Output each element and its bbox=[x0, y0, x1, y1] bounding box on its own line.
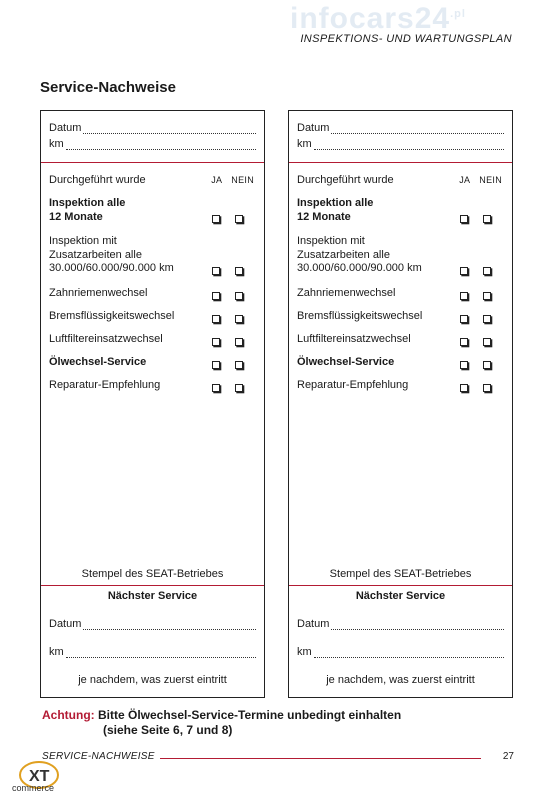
nein-checkbox[interactable] bbox=[483, 267, 491, 275]
nein-checkbox[interactable] bbox=[235, 384, 243, 392]
stamp-label: Stempel des SEAT-Betriebes bbox=[81, 568, 224, 580]
nein-label: NEIN bbox=[479, 175, 502, 185]
next-km-field[interactable] bbox=[297, 646, 504, 658]
ja-checkbox[interactable] bbox=[212, 267, 220, 275]
km-label: km bbox=[297, 138, 312, 150]
item-text: 30.000/60.000/90.000 km bbox=[49, 262, 174, 274]
footer-rule bbox=[160, 758, 481, 759]
red-divider bbox=[41, 162, 264, 163]
service-item-oil-change bbox=[297, 356, 504, 370]
footnote: je nachdem, was zuerst eintritt bbox=[78, 674, 227, 686]
service-item-brake-fluid bbox=[297, 310, 504, 324]
ja-label: JA bbox=[211, 175, 223, 185]
ja-checkbox[interactable] bbox=[460, 384, 468, 392]
watermark: $infocars24^{.pl}$ bbox=[290, 2, 466, 35]
column-header bbox=[49, 174, 256, 186]
km-field[interactable] bbox=[297, 138, 504, 150]
service-item-inspection-12m bbox=[49, 197, 256, 224]
svg-text:XT: XT bbox=[29, 768, 50, 785]
item-text: Zahnriemenwechsel bbox=[49, 287, 148, 299]
item-text: Bremsflüssigkeitswechsel bbox=[297, 310, 423, 322]
item-text: Ölwechsel-Service bbox=[297, 356, 395, 368]
item-text: 30.000/60.000/90.000 km bbox=[297, 262, 422, 274]
nein-checkbox[interactable] bbox=[483, 315, 491, 323]
item-text: Luftfiltereinsatzwechsel bbox=[297, 333, 411, 345]
footer-section: SERVICE-NACHWEISE bbox=[42, 751, 155, 762]
ja-checkbox[interactable] bbox=[212, 215, 220, 223]
next-km-label: km bbox=[49, 646, 64, 658]
performed-label: Durchgeführt wurde bbox=[297, 174, 394, 186]
nein-checkbox[interactable] bbox=[235, 215, 243, 223]
warning-text: Bitte Ölwechsel-Service-Termine unbedingt einhalten bbox=[98, 708, 402, 722]
service-item-timing-belt bbox=[49, 287, 256, 301]
nein-checkbox[interactable] bbox=[483, 384, 491, 392]
service-item-repair-recommendation bbox=[297, 379, 504, 393]
ja-checkbox[interactable] bbox=[212, 384, 220, 392]
service-item-timing-belt bbox=[297, 287, 504, 301]
item-text: 12 Monate bbox=[49, 210, 103, 223]
warning-label: Achtung: bbox=[42, 708, 95, 722]
page-number: 27 bbox=[502, 751, 514, 762]
service-item-brake-fluid bbox=[49, 310, 256, 324]
next-km-label: km bbox=[297, 646, 312, 658]
nein-checkbox[interactable] bbox=[235, 338, 243, 346]
item-text: Inspektion mit bbox=[49, 235, 117, 247]
ja-checkbox[interactable] bbox=[212, 292, 220, 300]
service-item-air-filter bbox=[49, 333, 256, 347]
header-title: INSPEKTIONS- UND WARTUNGSPLAN bbox=[300, 33, 512, 45]
km-dotted-line bbox=[66, 648, 256, 658]
next-km-field[interactable] bbox=[49, 646, 256, 658]
ja-checkbox[interactable] bbox=[460, 338, 468, 346]
item-text: Zusatzarbeiten alle bbox=[297, 248, 390, 261]
datum-label: Datum bbox=[297, 122, 330, 134]
item-text: Zusatzarbeiten alle bbox=[49, 248, 142, 261]
item-text: Zahnriemenwechsel bbox=[297, 287, 396, 299]
service-card-1 bbox=[40, 110, 265, 698]
datum-field[interactable] bbox=[49, 122, 256, 134]
next-datum-field[interactable] bbox=[49, 618, 256, 630]
datum-dotted-line bbox=[331, 620, 504, 630]
service-item-inspection-extra bbox=[49, 235, 256, 276]
service-item-air-filter bbox=[297, 333, 504, 347]
datum-field[interactable] bbox=[297, 122, 504, 134]
km-label: km bbox=[49, 138, 64, 150]
item-text: Inspektion alle bbox=[297, 197, 374, 209]
next-datum-field[interactable] bbox=[297, 618, 504, 630]
item-text: Reparatur-Empfehlung bbox=[49, 379, 161, 391]
datum-label: Datum bbox=[49, 122, 82, 134]
service-item-inspection-12m bbox=[297, 197, 504, 224]
service-item-oil-change bbox=[49, 356, 256, 370]
item-text: Inspektion mit bbox=[297, 235, 365, 247]
item-text: Reparatur-Empfehlung bbox=[297, 379, 409, 391]
km-dotted-line bbox=[314, 140, 504, 150]
logo-text: commerce bbox=[12, 783, 55, 793]
red-divider bbox=[289, 585, 512, 586]
ja-checkbox[interactable] bbox=[212, 361, 220, 369]
footnote: je nachdem, was zuerst eintritt bbox=[326, 674, 475, 686]
item-text: Bremsflüssigkeitswechsel bbox=[49, 310, 175, 322]
nein-checkbox[interactable] bbox=[235, 267, 243, 275]
item-text: Luftfiltereinsatzwechsel bbox=[49, 333, 163, 345]
datum-dotted-line bbox=[83, 124, 256, 134]
ja-label: JA bbox=[459, 175, 471, 185]
next-datum-label: Datum bbox=[49, 618, 82, 630]
datum-dotted-line bbox=[331, 124, 504, 134]
service-item-inspection-extra bbox=[297, 235, 504, 276]
ja-checkbox[interactable] bbox=[460, 361, 468, 369]
nein-checkbox[interactable] bbox=[235, 315, 243, 323]
ja-checkbox[interactable] bbox=[460, 315, 468, 323]
nein-label: NEIN bbox=[231, 175, 254, 185]
page-heading: Service-Nachweise bbox=[40, 79, 176, 96]
ja-checkbox[interactable] bbox=[460, 267, 468, 275]
performed-label: Durchgeführt wurde bbox=[49, 174, 146, 186]
red-divider bbox=[41, 585, 264, 586]
item-text: Ölwechsel-Service bbox=[49, 356, 147, 368]
next-service-title: Nächster Service bbox=[107, 590, 198, 602]
page-footer bbox=[42, 751, 514, 765]
nein-checkbox[interactable] bbox=[483, 215, 491, 223]
warning-note bbox=[42, 708, 401, 738]
datum-dotted-line bbox=[83, 620, 256, 630]
stamp-label: Stempel des SEAT-Betriebes bbox=[329, 568, 472, 580]
km-dotted-line bbox=[66, 140, 256, 150]
nein-checkbox[interactable] bbox=[483, 292, 491, 300]
nein-checkbox[interactable] bbox=[235, 361, 243, 369]
red-divider bbox=[289, 162, 512, 163]
nein-checkbox[interactable] bbox=[235, 292, 243, 300]
column-header bbox=[297, 174, 504, 186]
item-text: Inspektion alle bbox=[49, 197, 126, 209]
warning-reference: (siehe Seite 6, 7 und 8) bbox=[103, 723, 233, 737]
item-text: 12 Monate bbox=[297, 210, 351, 223]
service-item-repair-recommendation bbox=[49, 379, 256, 393]
next-service-title: Nächster Service bbox=[355, 590, 446, 602]
ja-checkbox[interactable] bbox=[460, 292, 468, 300]
ja-checkbox[interactable] bbox=[212, 338, 220, 346]
km-dotted-line bbox=[314, 648, 504, 658]
next-datum-label: Datum bbox=[297, 618, 330, 630]
ja-checkbox[interactable] bbox=[212, 315, 220, 323]
ja-checkbox[interactable] bbox=[460, 215, 468, 223]
nein-checkbox[interactable] bbox=[483, 338, 491, 346]
nein-checkbox[interactable] bbox=[483, 361, 491, 369]
km-field[interactable] bbox=[49, 138, 256, 150]
service-card-2 bbox=[288, 110, 513, 698]
